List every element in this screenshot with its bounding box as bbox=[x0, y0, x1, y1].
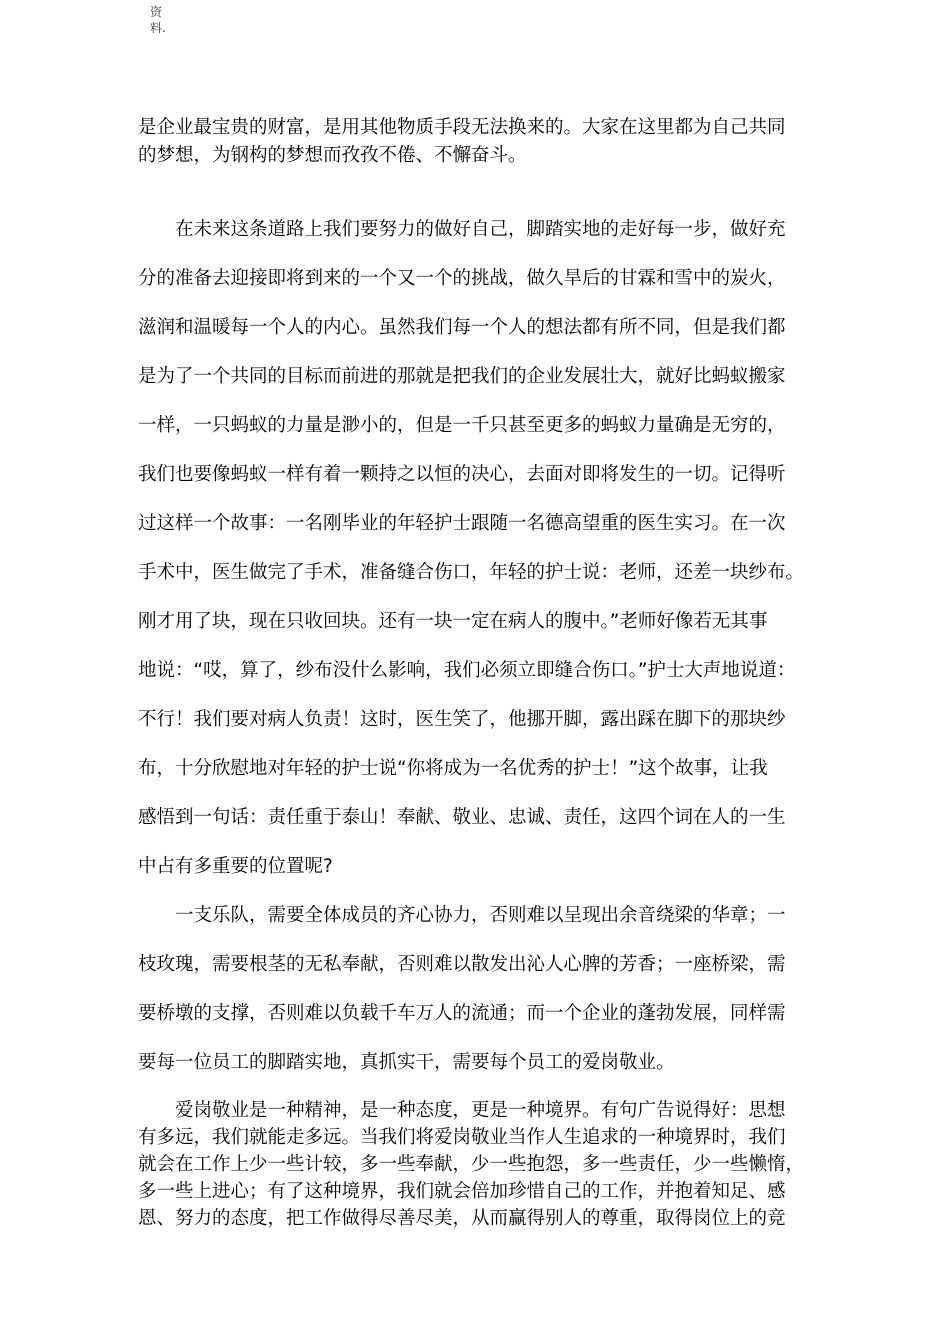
paragraph-line: 中占有多重要的位置呢? bbox=[138, 856, 333, 877]
paragraph-line: 在未来这条道路上我们要努力的做好自己，脚踏实地的走好每一步，做好充 bbox=[138, 219, 786, 240]
paragraph-line: 我们也要像蚂蚁一样有着一颗持之以恒的决心，去面对即将发生的一切。记得听 bbox=[138, 464, 786, 485]
paragraph-line: 一样，一只蚂蚁的力量是渺小的，但是一千只甚至更多的蚂蚁力量确是无穷的， bbox=[138, 415, 786, 436]
paragraph-4 bbox=[138, 1097, 828, 1232]
paragraph-line: 布，十分欣慰地对年轻的护士说“你将成为一名优秀的护士！”这个故事，让我 bbox=[138, 758, 768, 779]
paragraph-1 bbox=[138, 114, 828, 170]
paragraph-line: 不行！我们要对病人负责！这时，医生笑了，他挪开脚，露出踩在脚下的那块纱 bbox=[138, 709, 786, 730]
paragraph-line: 就会在工作上少一些计较，多一些奉献，少一些抱怨，多一些责任，少一些懒惰， bbox=[138, 1154, 805, 1175]
paragraph-2 bbox=[138, 205, 828, 891]
paragraph-line: 滋润和温暖每一个人的内心。虽然我们每一个人的想法都有所不同，但是我们都 bbox=[138, 317, 786, 338]
paragraph-line: 手术中，医生做完了手术，准备缝合伤口，年轻的护士说：老师，还差一块纱布。 bbox=[138, 562, 805, 583]
paragraph-line: 是企业最宝贵的财富，是用其他物质手段无法换来的。大家在这里都为自己共同 bbox=[138, 117, 786, 138]
header-note: 资 料. bbox=[150, 5, 166, 35]
paragraph-line: 爱岗敬业是一种精神，是一种态度，更是一种境界。有句广告说得好：思想 bbox=[138, 1100, 786, 1121]
paragraph-line: 要每一位员工的脚踏实地，真抓实干，需要每个员工的爱岗敬业。 bbox=[138, 1052, 675, 1073]
paragraph-line: 过这样一个故事：一名刚毕业的年轻护士跟随一名德高望重的医生实习。在一次 bbox=[138, 513, 786, 534]
paragraph-line: 地说：“哎，算了，纱布没什么影响，我们必须立即缝合伤口。”护士大声地说道： bbox=[138, 660, 796, 681]
paragraph-line: 的梦想，为钢构的梦想而孜孜不倦、不懈奋斗。 bbox=[138, 145, 527, 166]
paragraph-3 bbox=[138, 891, 828, 1087]
paragraph-line: 多一些上进心；有了这种境界，我们就会倍加珍惜自己的工作，并抱着知足、感 bbox=[138, 1181, 786, 1202]
paragraph-line: 一支乐队，需要全体成员的齐心协力，否则难以呈现出余音绕梁的华章；一 bbox=[138, 905, 786, 926]
paragraph-line: 有多远，我们就能走多远。当我们将爱岗敬业当作人生追求的一种境界时，我们 bbox=[138, 1127, 786, 1148]
paragraph-line: 是为了一个共同的目标而前进的那就是把我们的企业发展壮大，就好比蚂蚁搬家 bbox=[138, 366, 786, 387]
paragraph-line: 枝玫瑰，需要根茎的无私奉献，否则难以散发出沁人心脾的芳香；一座桥梁，需 bbox=[138, 954, 786, 975]
paragraph-line: 分的准备去迎接即将到来的一个又一个的挑战，做久旱后的甘霖和雪中的炭火， bbox=[138, 268, 786, 289]
paragraph-line: 刚才用了块，现在只收回块。还有一块一定在病人的腹中。”老师好像若无其事 bbox=[138, 611, 768, 632]
paragraph-line: 要桥墩的支撑，否则难以负载千车万人的流通；而一个企业的蓬勃发展，同样需 bbox=[138, 1003, 786, 1024]
paragraph-line: 感悟到一句话：责任重于泰山！奉献、敬业、忠诚、责任，这四个词在人的一生 bbox=[138, 807, 786, 828]
paragraph-line: 恩、努力的态度，把工作做得尽善尽美，从而赢得别人的尊重，取得岗位上的竞 bbox=[138, 1208, 786, 1229]
